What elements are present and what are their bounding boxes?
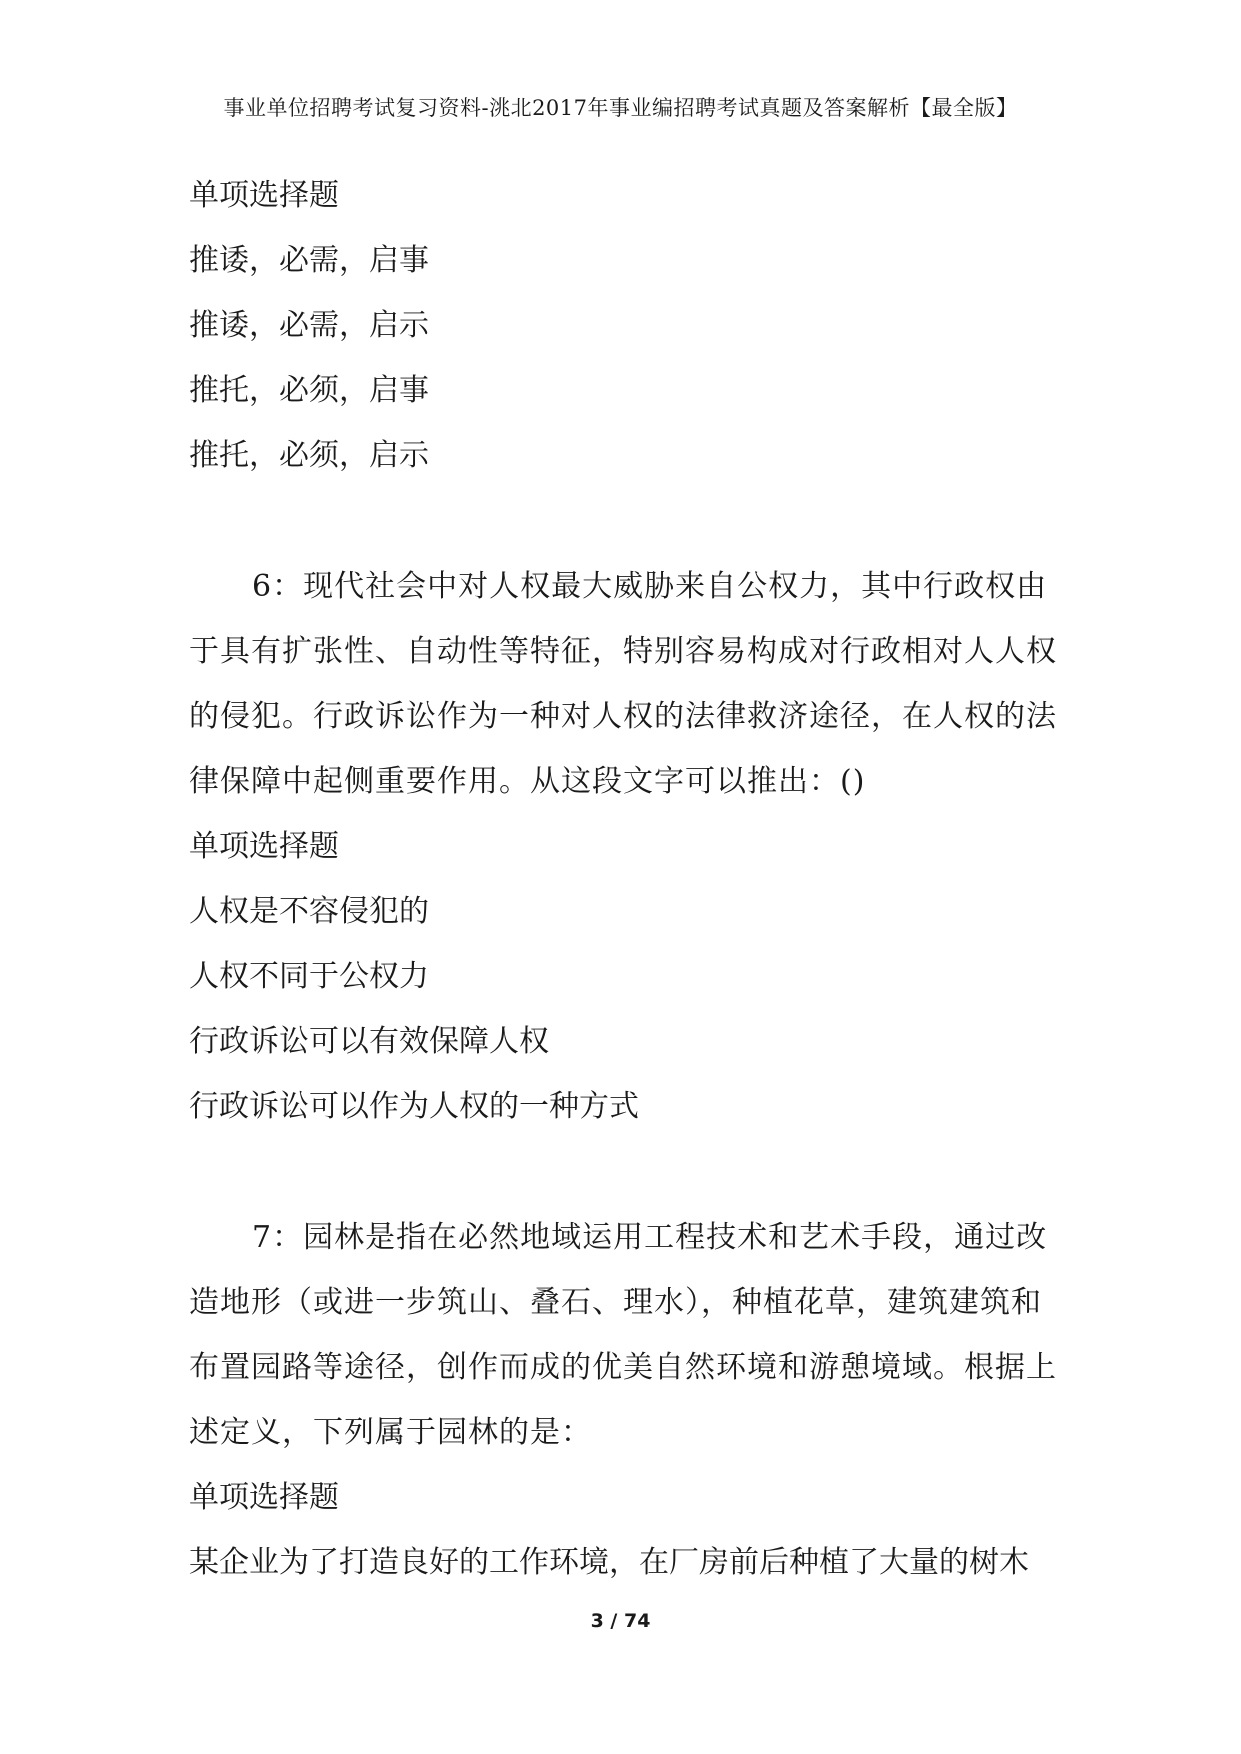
option-b: 人权不同于公权力 [189,959,429,994]
spacer [189,488,1059,554]
option-a: 人权是不容侵犯的 [189,894,429,929]
option-b: 推诿，必需，启示 [189,308,429,343]
question-stem: 7：园林是指在必然地域运用工程技术和艺术手段，通过改造地形（或进一步筑山、叠石、理水），种植花草，建筑建筑和布置园路等途径，创作而成的优美自然环境和游憩境域。根据上述定义，下列属于园林的是： [189,1220,1057,1450]
option-d: 行政诉讼可以作为人权的一种方式 [189,1089,639,1124]
option-c: 推托，必须，启事 [189,373,429,408]
spacer [189,1139,1059,1205]
question-type-label: 单项选择题 [189,829,339,864]
page-number: 3 / 74 [590,1610,651,1632]
option-a: 推诿，必需，启事 [189,243,429,278]
option-d: 推托，必须，启示 [189,438,429,473]
question-type-label: 单项选择题 [189,1480,339,1515]
option-a: 某企业为了打造良好的工作环境，在厂房前后种植了大量的树木 [189,1545,1029,1580]
page-header: 事业单位招聘考试复习资料-洮北2017年事业编招聘考试真题及答案解析【最全版】 [223,96,1018,120]
option-c: 行政诉讼可以有效保障人权 [189,1024,549,1059]
question-type-label: 单项选择题 [189,178,339,213]
document-body [189,163,1059,1595]
question-stem: 6：现代社会中对人权最大威胁来自公权力，其中行政权由于具有扩张性、自动性等特征，特别容易构成对行政相对人人权的侵犯。行政诉讼作为一种对人权的法律救济途径，在人权的法律保障中起侧重要作用。从这段文字可以推出：() [189,569,1057,799]
